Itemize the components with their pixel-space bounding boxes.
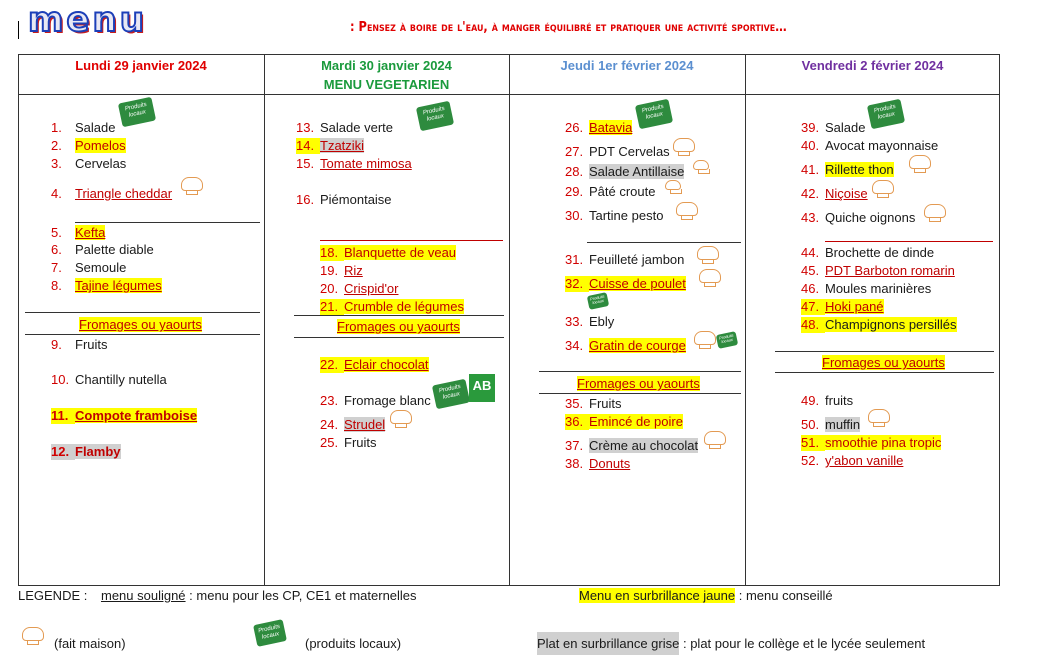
menu-item: 52. y'abon vanille xyxy=(801,453,904,468)
separator xyxy=(775,351,994,352)
column-divider xyxy=(264,54,265,586)
menu-item: 39. Salade xyxy=(801,120,866,135)
menu-item: 47. Hoki pané xyxy=(801,299,884,314)
menu-item: 6. Palette diable xyxy=(51,242,154,257)
chef-hat-icon xyxy=(872,180,894,194)
menu-item: 35. Fruits xyxy=(565,396,622,411)
day-header-tuesday: Mardi 30 janvier 2024 xyxy=(321,58,452,73)
chef-hat-icon xyxy=(924,204,946,218)
menu-item: 26. Batavia xyxy=(565,120,633,135)
menu-item: 45. PDT Barboton romarin xyxy=(801,263,955,278)
chef-hat-icon xyxy=(697,246,719,260)
local-product-icon: Produits locaux xyxy=(587,292,609,310)
menu-item: 44. Brochette de dinde xyxy=(801,245,935,260)
legend-title: LEGENDE : xyxy=(18,588,88,603)
menu-item: 16. Piémontaise xyxy=(296,192,392,207)
menu-item: 10. Chantilly nutella xyxy=(51,372,167,387)
menu-item: 48. Champignons persillés xyxy=(801,317,957,332)
chef-hat-icon xyxy=(181,177,203,191)
menu-item: 51. smoothie pina tropic xyxy=(801,435,942,450)
chef-hat-icon xyxy=(868,409,890,423)
separator xyxy=(320,240,503,241)
chef-hat-icon xyxy=(665,180,681,190)
menu-item: 30. Tartine pesto xyxy=(565,208,664,223)
menu-item: 20. Crispid'or xyxy=(320,281,399,296)
cheese-line: Fromages ou yaourts xyxy=(577,376,700,391)
menu-item: 34. Gratin de courge xyxy=(565,338,686,353)
day-header-thursday: Jeudi 1er février 2024 xyxy=(560,58,694,73)
menu-logo: menu xyxy=(28,6,343,34)
menu-item: 36. Emincé de poire xyxy=(565,414,683,429)
column-divider xyxy=(745,54,746,586)
menu-item: 19. Riz xyxy=(320,263,363,278)
cursor-bar xyxy=(18,21,19,39)
menu-item: 27. PDT Cervelas xyxy=(565,144,670,159)
column-divider xyxy=(509,54,510,586)
separator xyxy=(775,372,994,373)
chef-hat-icon xyxy=(909,155,931,169)
cheese-line: Fromages ou yaourts xyxy=(337,319,460,334)
menu-item: 1. Salade xyxy=(51,120,116,135)
organic-ab-icon: AB xyxy=(469,374,495,402)
menu-item: 14. Tzatziki xyxy=(296,138,365,153)
chef-hat-icon xyxy=(694,331,716,345)
separator xyxy=(75,222,260,223)
local-product-icon: Produits locaux xyxy=(432,379,470,410)
separator xyxy=(587,242,741,243)
menu-item: 40. Avocat mayonnaise xyxy=(801,138,939,153)
menu-item: 37. Crème au chocolat xyxy=(565,438,699,453)
menu-item: 5. Kefta xyxy=(51,225,106,240)
menu-item: 18. Blanquette de veau xyxy=(320,245,457,260)
local-product-icon: Produits locaux xyxy=(118,97,156,128)
legend-row-1 xyxy=(18,588,417,603)
local-product-icon: Produits locaux xyxy=(867,99,905,130)
cheese-line: Fromages ou yaourts xyxy=(822,355,945,370)
menu-item: 21. Crumble de légumes xyxy=(320,299,464,314)
menu-item: 12. Flamby xyxy=(51,444,121,459)
menu-item: 38. Donuts xyxy=(565,456,631,471)
legend-grey-desc: : plat pour le collège et le lycée seulement xyxy=(679,636,926,651)
legend-underline-label: menu souligné xyxy=(100,588,186,603)
menu-item: 3. Cervelas xyxy=(51,156,127,171)
header-divider xyxy=(18,94,1000,95)
chef-hat-icon xyxy=(390,410,412,424)
separator xyxy=(294,315,504,316)
chef-hat-icon xyxy=(673,138,695,152)
menu-item: 49. fruits xyxy=(801,393,854,408)
cheese-line: Fromages ou yaourts xyxy=(79,317,202,332)
legend-homemade: (fait maison) xyxy=(54,636,126,651)
vegetarian-label: MENU VEGETARIEN xyxy=(323,77,450,92)
day-header-friday: Vendredi 2 février 2024 xyxy=(801,58,944,73)
menu-item: 2. Pomelos xyxy=(51,138,126,153)
legend-grey xyxy=(537,636,925,651)
legend-local: (produits locaux) xyxy=(305,636,402,651)
menu-item: 9. Fruits xyxy=(51,337,108,352)
separator xyxy=(294,337,504,338)
legend-yellow-label: Menu en surbrillance jaune xyxy=(579,588,736,603)
legend-yellow xyxy=(579,588,833,603)
menu-item: 42. Niçoise xyxy=(801,186,868,201)
menu-item: 8. Tajine légumes xyxy=(51,278,162,293)
separator xyxy=(539,371,741,372)
local-product-icon: Produits locaux xyxy=(635,99,673,130)
menu-item: 31. Feuilleté jambon xyxy=(565,252,685,267)
chef-hat-icon xyxy=(704,431,726,445)
separator xyxy=(25,312,260,313)
chef-hat-icon xyxy=(699,269,721,283)
menu-item: 43. Quiche oignons xyxy=(801,210,916,225)
separator xyxy=(539,393,741,394)
local-product-icon: Produits locaux xyxy=(716,331,738,349)
local-product-icon: Produits locaux xyxy=(253,619,287,647)
chef-hat-icon xyxy=(693,160,709,170)
menu-item: 22. Eclair chocolat xyxy=(320,357,429,372)
menu-item: 32. Cuisse de poulet xyxy=(565,276,686,291)
chef-hat-icon xyxy=(22,627,44,641)
menu-item: 23. Fromage blanc xyxy=(320,393,431,408)
menu-item: 4. Triangle cheddar xyxy=(51,186,173,201)
separator xyxy=(825,241,993,242)
menu-item: 24. Strudel xyxy=(320,417,386,432)
menu-item: 15. Tomate mimosa xyxy=(296,156,412,171)
chef-hat-icon xyxy=(676,202,698,216)
menu-item: 50. muffin xyxy=(801,417,861,432)
menu-item: 33. Ebly xyxy=(565,314,615,329)
menu-item: 25. Fruits xyxy=(320,435,377,450)
legend-underline-desc: : menu pour les CP, CE1 et maternelles xyxy=(185,588,417,603)
menu-item: 41. Rillette thon xyxy=(801,162,894,177)
separator xyxy=(25,334,260,335)
menu-item: 46. Moules marinières xyxy=(801,281,932,296)
menu-item: 29. Pâté croute xyxy=(565,184,656,199)
menu-item: 11. Compote framboise xyxy=(51,408,198,423)
legend-grey-label: Plat en surbrillance grise xyxy=(537,632,679,655)
tagline: : Pensez à boire de l'eau, à manger équilibré et pratiquer une activité sportive… xyxy=(350,20,787,35)
legend-yellow-desc: : menu conseillé xyxy=(735,588,833,603)
menu-item: 13. Salade verte xyxy=(296,120,393,135)
local-product-icon: Produits locaux xyxy=(416,101,454,132)
menu-item: 7. Semoule xyxy=(51,260,127,275)
day-header-monday: Lundi 29 janvier 2024 xyxy=(75,58,207,73)
menu-item: 28. Salade Antillaise xyxy=(565,164,685,179)
